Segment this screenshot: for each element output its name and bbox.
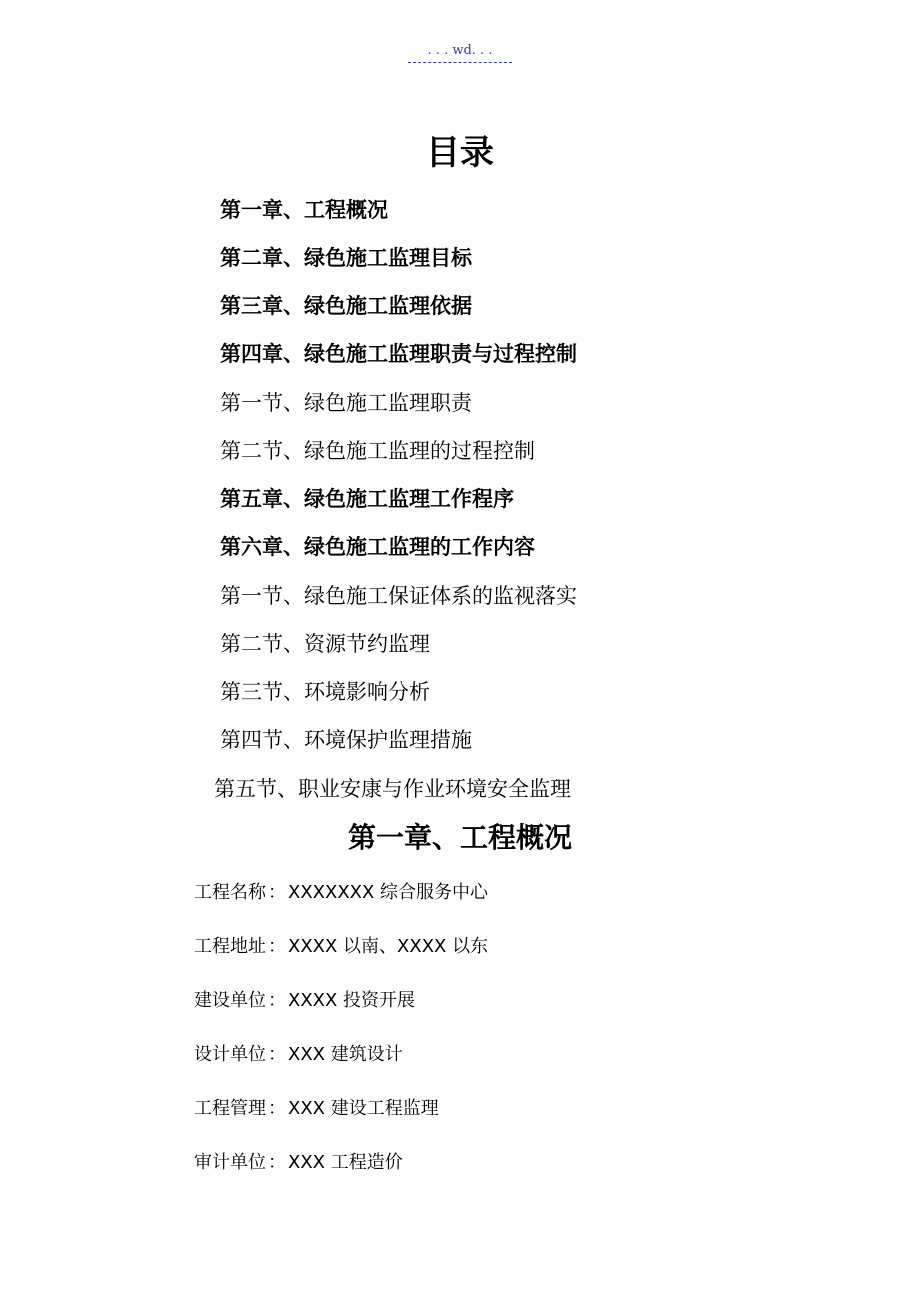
info-separator: ： [268, 990, 286, 1011]
toc-entry-chapter-6: 第六章、绿色施工监理的工作内容 [220, 535, 535, 559]
info-value: XXXX 以南、XXXX 以东 [288, 936, 489, 957]
info-row-project-name [194, 878, 488, 908]
info-row-construction-unit [194, 986, 415, 1016]
info-value: XXX 建筑设计 [288, 1044, 403, 1065]
toc-entry-section-6-2: 第二节、资源节约监理 [220, 632, 430, 656]
toc-entry-chapter-4: 第四章、绿色施工监理职责与过程控制 [220, 342, 577, 366]
page-header: . . . wd. . . [408, 40, 512, 63]
info-label: 工程管理 [194, 1098, 266, 1119]
info-row-design-unit [194, 1040, 403, 1070]
toc-entry-chapter-1: 第一章、工程概况 [220, 198, 388, 222]
toc-entry-chapter-5: 第五章、绿色施工监理工作程序 [220, 487, 514, 511]
info-label: 工程名称 [194, 882, 266, 903]
toc-entry-section-6-5: 第五节、职业安康与作业环境安全监理 [214, 777, 571, 801]
toc-title: 目录 [426, 133, 494, 173]
info-value: XXXXXXX 综合服务中心 [288, 882, 489, 903]
toc-entry-section-4-1: 第一节、绿色施工监理职责 [220, 391, 472, 415]
info-value: XXX 工程造价 [288, 1152, 403, 1173]
toc-entry-section-6-3: 第三节、环境影响分析 [220, 680, 430, 704]
info-separator: ： [268, 1044, 286, 1065]
toc-entry-section-4-2: 第二节、绿色施工监理的过程控制 [220, 439, 535, 463]
info-label: 设计单位 [194, 1044, 266, 1065]
toc-entry-chapter-3: 第三章、绿色施工监理依据 [220, 294, 472, 318]
info-label: 建设单位 [194, 990, 266, 1011]
toc-entry-chapter-2: 第二章、绿色施工监理目标 [220, 246, 472, 270]
info-row-audit-unit [194, 1148, 403, 1178]
info-row-project-management [194, 1094, 439, 1124]
toc-entry-section-6-1: 第一节、绿色施工保证体系的监视落实 [220, 584, 577, 608]
info-label: 审计单位 [194, 1152, 266, 1173]
info-separator: ： [268, 936, 286, 957]
info-value: XXX 建设工程监理 [288, 1098, 439, 1119]
chapter-heading: 第一章、工程概况 [347, 821, 572, 854]
toc-entry-section-6-4: 第四节、环境保护监理措施 [220, 728, 472, 752]
info-value: XXXX 投资开展 [288, 990, 416, 1011]
info-row-project-address [194, 932, 488, 962]
info-separator: ： [268, 882, 286, 903]
info-label: 工程地址 [194, 936, 266, 957]
info-separator: ： [268, 1098, 286, 1119]
info-separator: ： [268, 1152, 286, 1173]
